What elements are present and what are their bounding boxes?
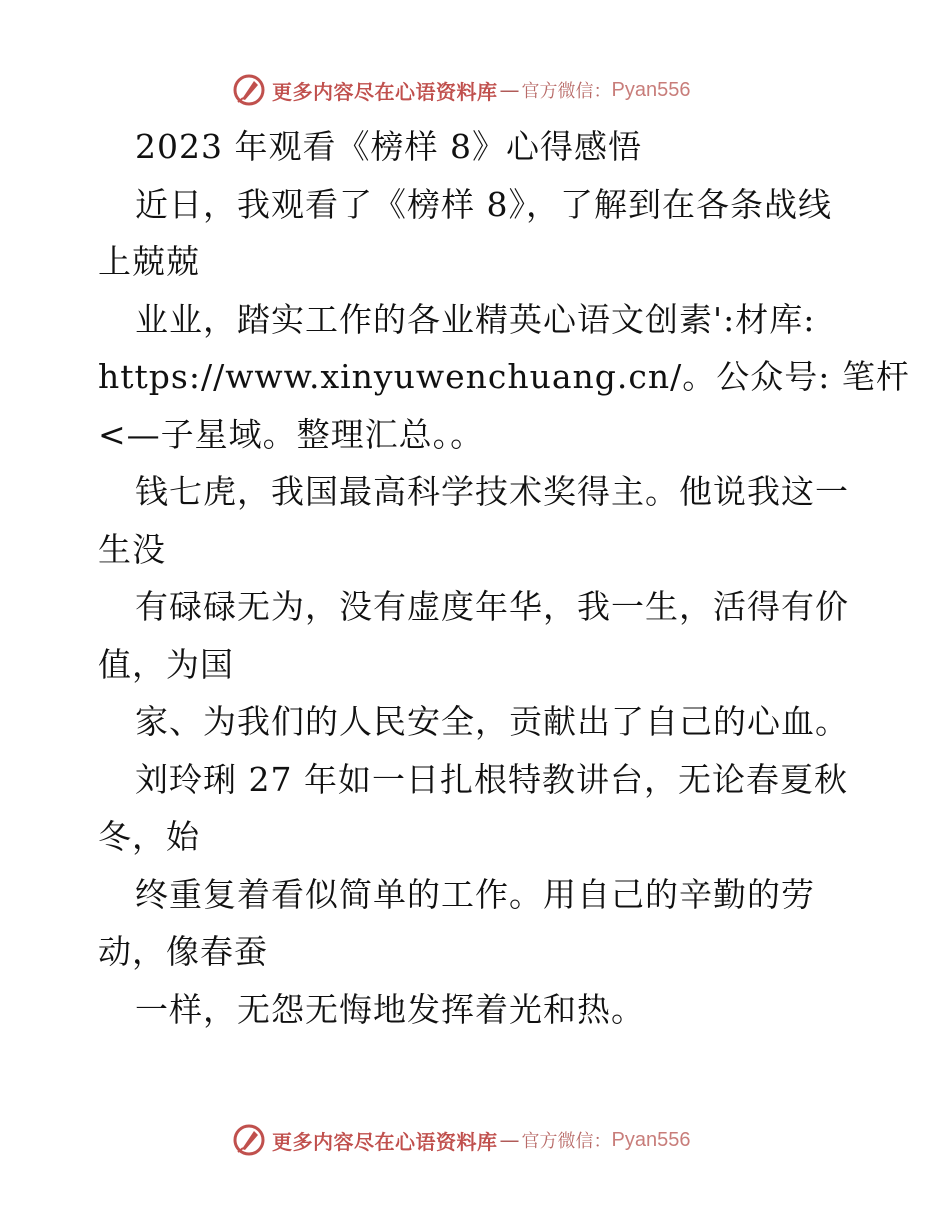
paragraph-line: 终重复着看似简单的工作。用自己的辛勤的劳 <box>135 874 815 914</box>
document-body <box>98 118 910 1038</box>
paragraph-line: 有碌碌无为，没有虚度年华，我一生，活得有价 <box>135 587 849 626</box>
paragraph-line: 刘玲琍 27 年如一日扎根特教讲台，无论春夏秋 <box>135 759 848 799</box>
banner-wechat-label: 官方微信： <box>521 1131 612 1152</box>
paragraph-line: <—子星域。整理汇总。。 <box>98 414 485 454</box>
paragraph-line: 值，为国 <box>98 644 234 684</box>
paragraph-line: 动，像春蚕 <box>98 932 268 971</box>
paragraph-line: 业业，踏实工作的各业精英心语文创素':材库: <box>135 299 816 339</box>
footer-banner <box>232 1120 690 1160</box>
pen-nib-logo-icon <box>232 73 266 107</box>
paragraph-line: 上兢兢 <box>98 242 200 281</box>
paragraph-line: 家、为我们的人民安全，贡献出了自己的心血。 <box>135 702 849 741</box>
banner-brand-text: 更多内容尽在心语资料库 <box>272 1129 498 1154</box>
banner-brand-text: 更多内容尽在心语资料库 <box>272 79 498 104</box>
banner-wechat-id: Pyan556 <box>611 1128 691 1151</box>
document-title: 2023 年观看《榜样 8》心得感悟 <box>135 127 642 166</box>
paragraph-line: 冬，始 <box>98 817 200 856</box>
paragraph-line: 近日，我观看了《榜样 8》，了解到在各条战线 <box>135 184 832 224</box>
header-banner <box>232 70 690 110</box>
banner-dash: — <box>499 78 520 102</box>
paragraph-line: 一样，无怨无悔地发挥着光和热。 <box>135 989 645 1029</box>
banner-wechat-id: Pyan556 <box>611 78 691 101</box>
paragraph-line: 生没 <box>98 529 166 569</box>
banner-wechat-label: 官方微信： <box>521 81 612 102</box>
paragraph-line: https://www.xinyuwenchuang.cn/。公众号: 笔杆 <box>98 357 910 396</box>
paragraph-line: 钱七虎，我国最高科学技术奖得主。他说我这一 <box>135 472 849 511</box>
banner-dash: — <box>499 1128 520 1152</box>
pen-nib-logo-icon <box>232 1123 266 1157</box>
